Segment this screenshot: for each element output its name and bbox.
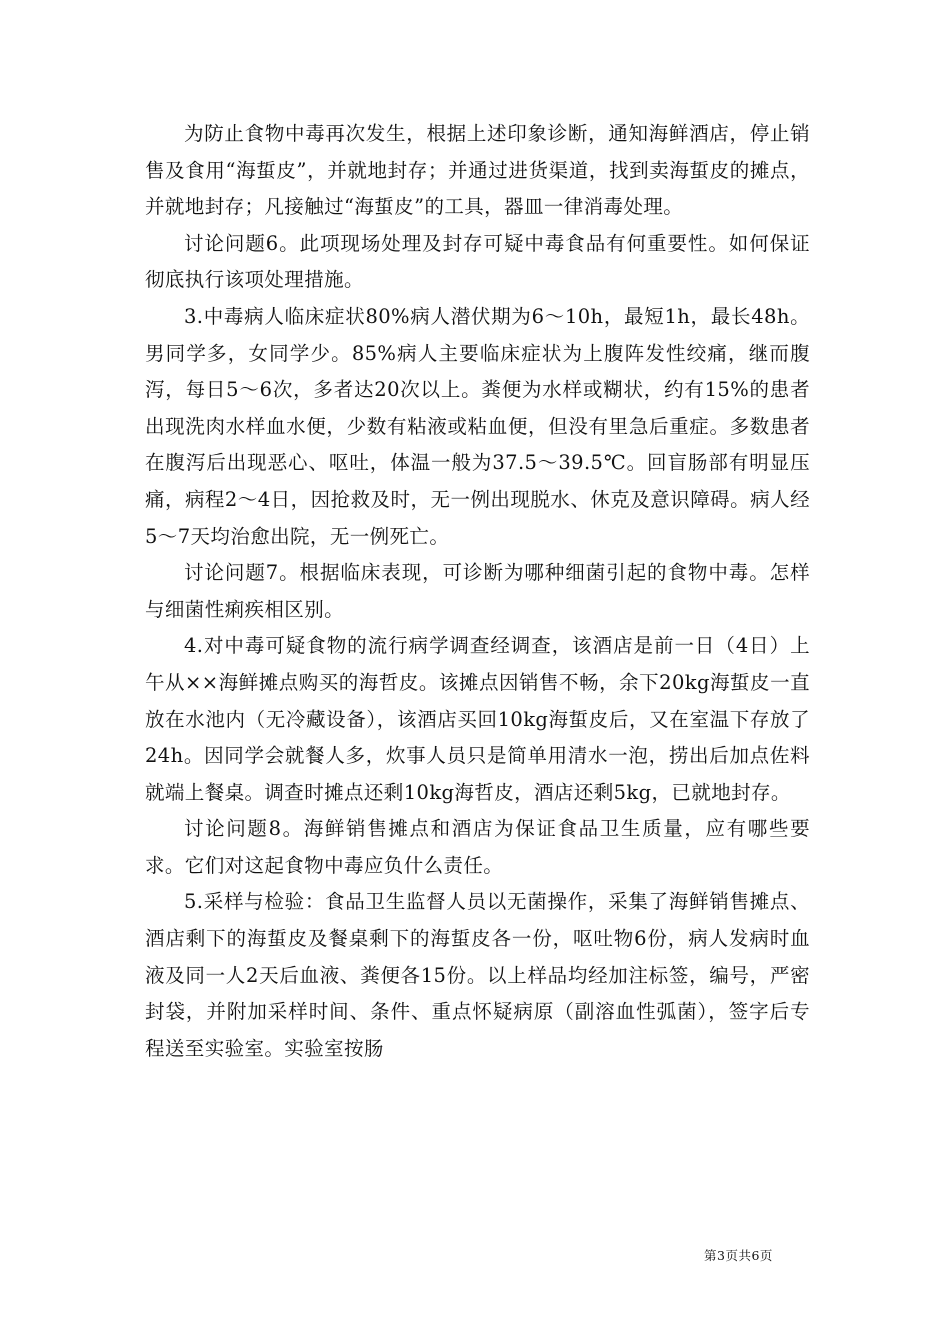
paragraph-prevention: 为防止食物中毒再次发生，根据上述印象诊断，通知海鲜酒店，停止销售及食用“海蜇皮”，并就地封存；并通过进货渠道，找到卖海蜇皮的摊点，并就地封存；凡接触过“海蜇皮”的工具，器皿一律消毒处理。 xyxy=(145,122,810,219)
document-body xyxy=(145,116,810,1067)
paragraph-epidemiology: 4.对中毒可疑食物的流行病学调查经调查，该酒店是前一日（4日）上午从××海鲜摊点购买的海哲皮。该摊点因销售不畅，余下20kg海蜇皮一直放在水池内（无冷藏设备），该酒店买回10kg海蜇皮后，又在室温下存放了24h。因同学会就餐人多，炊事人员只是简单用清水一泡，捞出后加点佐料就端上餐桌。调查时摊点还剩10kg海哲皮，酒店还剩5kg，已就地封存。 xyxy=(145,634,810,804)
page-number-footer xyxy=(704,1246,773,1264)
paragraph-question-8: 讨论问题8。海鲜销售摊点和酒店为保证食品卫生质量，应有哪些要求。它们对这起食物中毒应负什么责任。 xyxy=(145,817,810,877)
paragraph-clinical-symptoms: 3.中毒病人临床症状80%病人潜伏期为6～10h，最短1h，最长48h。男同学多，女同学少。85%病人主要临床症状为上腹阵发性绞痛，继而腹泻，每日5～6次，多者达20次以上。粪便为水样或糊状，约有15%的患者出现洗肉水样血水便，少数有粘液或粘血便，但没有里急后重症。多数患者在腹泻后出现恶心、呕吐，体温一般为37.5～39.5℃。回盲肠部有明显压痛，病程2～4日，因抢救及时，无一例出现脱水、休克及意识障碍。病人经5～7天均治愈出院，无一例死亡。 xyxy=(145,304,810,548)
paragraph-question-7: 讨论问题7。根据临床表现，可诊断为哪种细菌引起的食物中毒。怎样与细菌性痢疾相区别。 xyxy=(145,561,810,621)
paragraph-sampling: 5.采样与检验：食品卫生监督人员以无菌操作，采集了海鲜销售摊点、酒店剩下的海蜇皮及餐桌剩下的海蜇皮各一份，呕吐物6份，病人发病时血液及同一人2天后血液、粪便各15份。以上样品均经加注标签，编号，严密封袋，并附加采样时间、条件、重点怀疑病原（副溶血性弧菌），签字后专程送至实验室。实验室按肠 xyxy=(145,890,810,1060)
paragraph-question-6: 讨论问题6。此项现场处理及封存可疑中毒食品有何重要性。如何保证彻底执行该项处理措施。 xyxy=(145,231,810,292)
page-number-label: 第3页共6页 xyxy=(704,1248,773,1263)
